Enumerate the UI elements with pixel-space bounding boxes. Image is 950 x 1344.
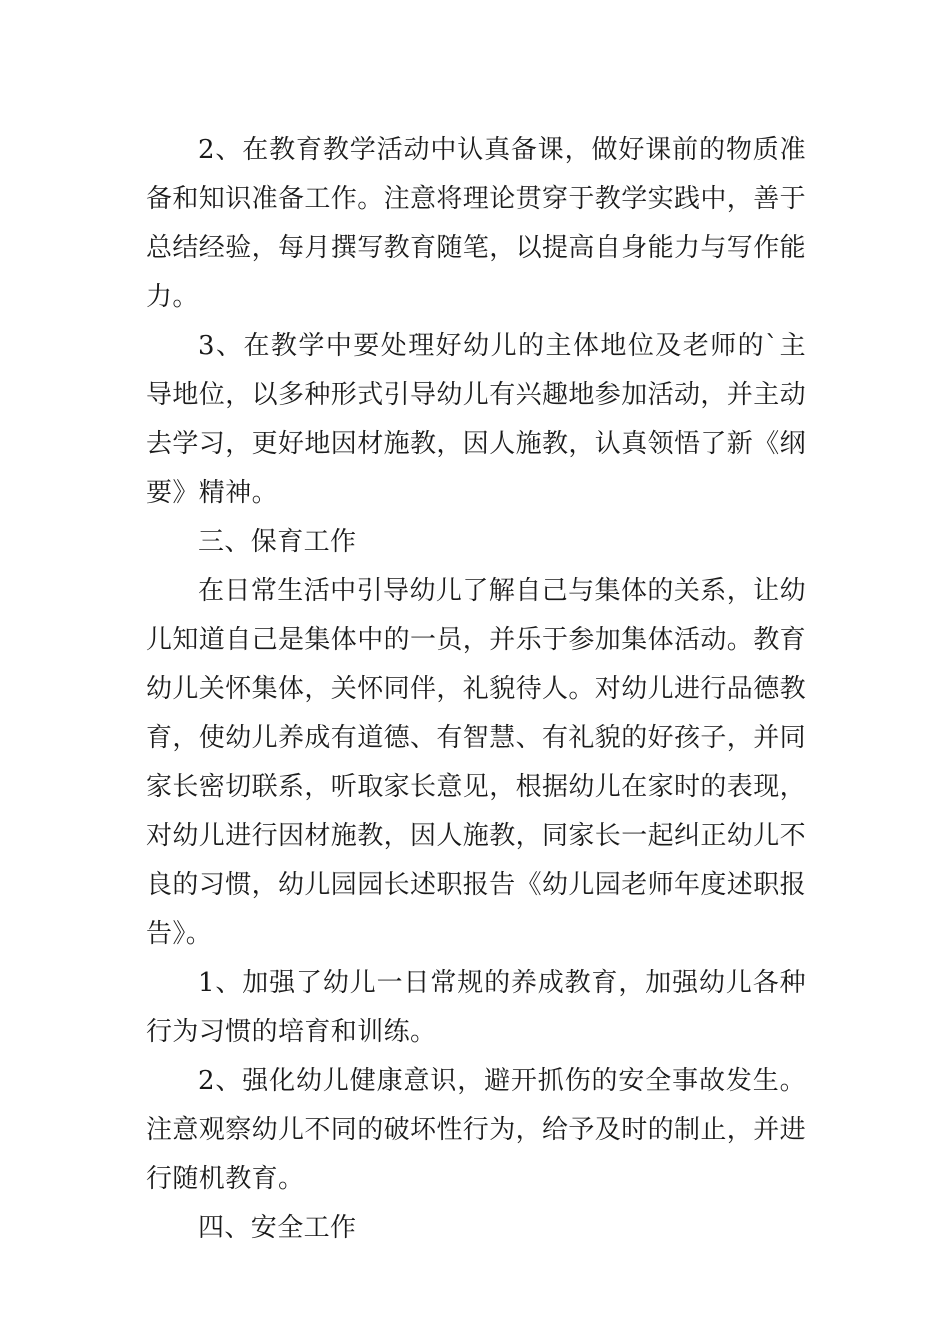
section-heading-safety: 四、安全工作 — [198, 1213, 357, 1243]
paragraph-prep-lessons: 2、在教育教学活动中认真备课，做好课前的物质准备和知识准备工作。注意将理论贯穿于教学实践中，善于总结经验，每月撰写教育随笔，以提高自身能力与写作能力。 — [146, 135, 807, 312]
paragraph-child-subject: 3、在教学中要处理好幼儿的主体地位及老师的`主导地位，以多种形式引导幼儿有兴趣地参加活动，并主动去学习，更好地因材施教，因人施教，认真领悟了新《纲要》精神。 — [146, 331, 807, 508]
document-body — [146, 126, 806, 1253]
section-heading-care: 三、保育工作 — [198, 527, 357, 557]
paragraph-routine-habits: 1、加强了幼儿一日常规的养成教育，加强幼儿各种行为习惯的培育和训练。 — [146, 968, 806, 1047]
paragraph-health-awareness: 2、强化幼儿健康意识，避开抓伤的安全事故发生。注意观察幼儿不同的破坏性行为，给予及时的制止，并进行随机教育。 — [146, 1066, 807, 1194]
paragraph-daily-life: 在日常生活中引导幼儿了解自己与集体的关系，让幼儿知道自己是集体中的一员，并乐于参加集体活动。教育幼儿关怀集体，关怀同伴，礼貌待人。对幼儿进行品德教育，使幼儿养成有道德、有智慧、有礼貌的好孩子，并同家长密切联系，听取家长意见，根据幼儿在家时的表现，对幼儿进行因材施教，因人施教，同家长一起纠正幼儿不良的习惯，幼儿园园长述职报告《幼儿园老师年度述职报告》。 — [146, 576, 807, 949]
